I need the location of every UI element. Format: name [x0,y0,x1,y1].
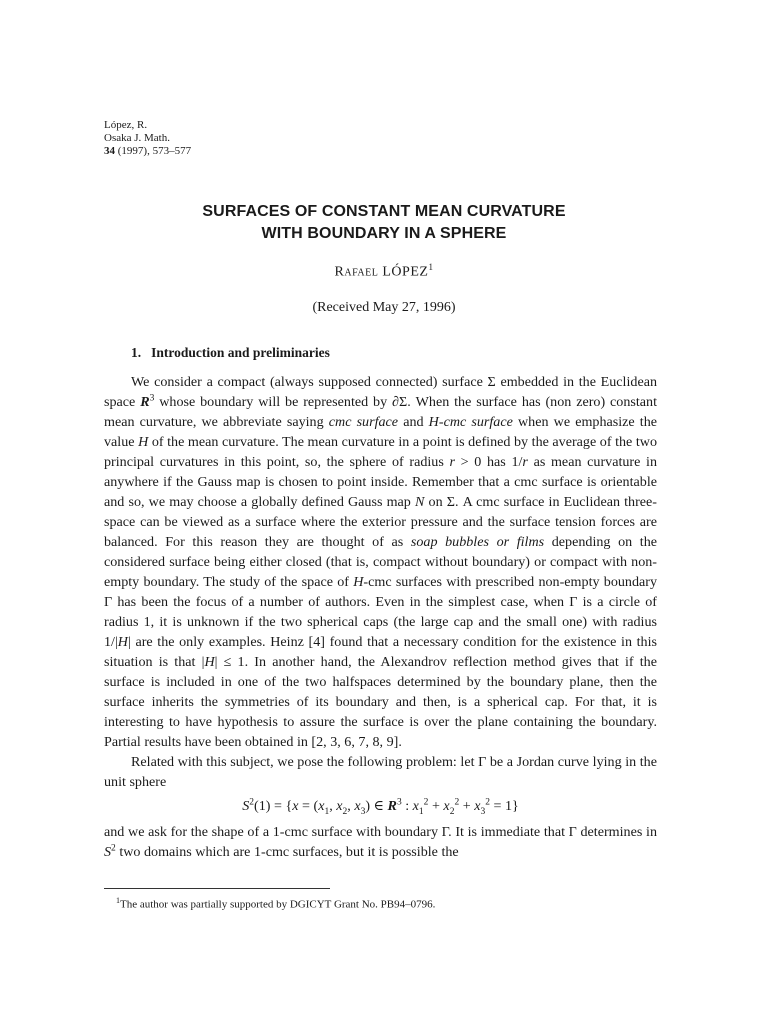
citation-volume: 34 [104,145,115,157]
paragraph-3: and we ask for the shape of a 1-cmc surface with boundary Γ. It is immediate that Γ determines in $S^2$ two domains which are 1-cmc surfaces, but it is possible the [104,824,657,860]
section-title: Introduction and preliminaries [151,345,330,360]
paragraph-2: Related with this subject, we pose the following problem: let Γ be a Jordan curve lying in the unit sphere [104,754,657,790]
citation-volume-line [104,145,191,158]
citation-block [104,119,191,158]
paragraph-1: We consider a compact (always supposed connected) surface Σ embedded in the Euclidean space $R^3$ whose boundary will be represented by ∂Σ. When the surface has (non zero) constant mean curvature, we abbreviate saying cmc surface and H-cmc surface when we emphasize the value H of the mean curvature. The mean curvature in a point is defined by the average of the two principal curvatures in this point, so, the sphere of radius r > 0 has 1/r as mean curvature in anywhere if the Gauss map is chosen to point inside. Remember that a cmc surface is orientable and so, we may choose a globally defined Gauss map N on Σ. A cmc surface in Euclidean three-space can be viewed as a surface where the exterior pressure and the surface tension forces are balanced. For this reason they are thought of as soap bubbles or films depending on the considered surface being either closed (that is, compact without boundary) or compact with non-empty boundary. The study of the space of H-cmc surfaces with prescribed non-empty boundary Γ has been the focus of a number of authors. Even in the simplest case, when Γ is a circle of radius 1, it is unknown if the two spherical caps (the large cap and the small one) with radius 1/|H| are the only examples. Heinz [4] found that a necessary condition for the existence in this situation is that |H| ≤ 1. In another hand, the Alexandrov reflection method gives that if the surface is included in one of the two halfspaces determined by the boundary plane, then the surface inherits the symmetries of its boundary and then, is a spherical cap. For that, it is interesting to have hypothesis to assure the surface is over the plane containing the boundary. Partial results have been obtained in [2, 3, 6, 7, 8, 9]. [104,374,658,750]
citation-author: López, R. [104,119,148,131]
sphere-formula: $S^2(1) = \{x = (x_1$, $x_2$, $x_3$) ∈ $R^3$ : $x_1^2 + x_2^2 + x_3^2 = 1$} [242,797,519,817]
paper-title-line-1: SURFACES OF CONSTANT MEAN CURVATURE [202,203,566,220]
citation-year-pages: (1997), 573–577 [115,145,192,157]
paper-title [0,201,768,245]
received-date: (Received May 27, 1996) [312,300,456,315]
footnote-text: The author was partially supported by DGICYT Grant No. PB94–0796. [120,898,436,911]
footnote [104,894,435,912]
footnote-divider [104,888,330,889]
author-last-name: LÓPEZ [382,264,429,280]
citation-journal: Osaka J. Math. [104,132,170,144]
section-heading [131,345,330,361]
author-footnote-mark: 1 [428,262,434,272]
footnote-mark: 1 [116,896,120,905]
author-name [0,262,768,281]
author-first-name: Rafael [334,264,379,280]
paper-title-line-2: WITH BOUNDARY IN A SPHERE [261,225,507,242]
section-number: 1. [131,345,142,360]
body-text [104,372,657,862]
